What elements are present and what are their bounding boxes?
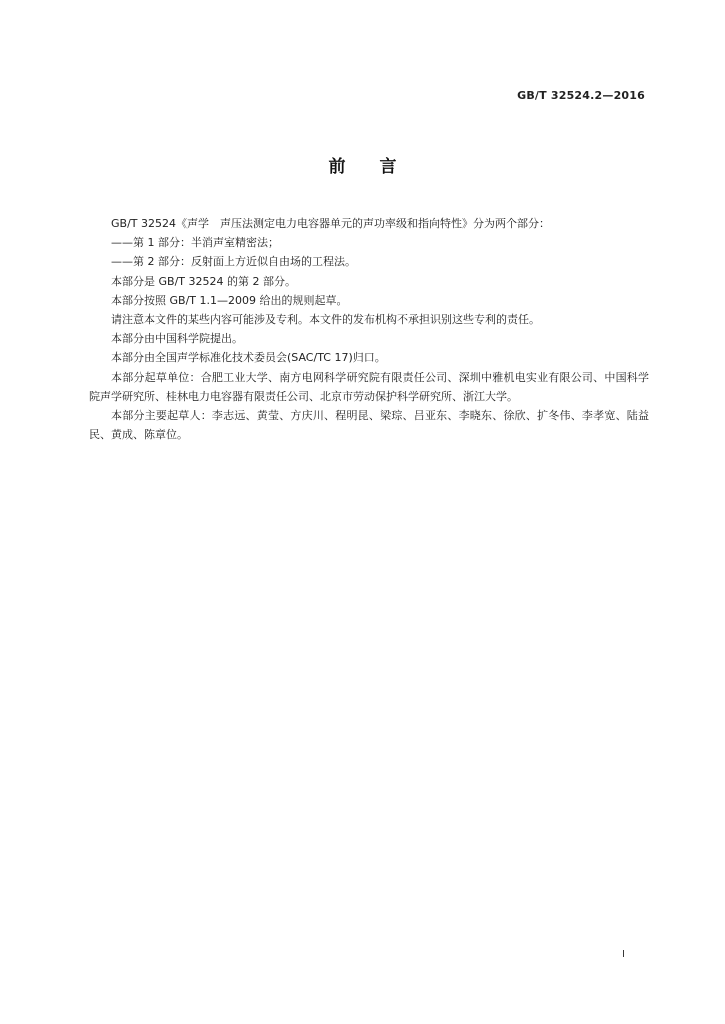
paragraph-parts-overview: GB/T 32524《声学 声压法测定电力电容器单元的声功率级和指向特性》分为两个部分： [111,217,550,230]
paragraph-administered-by: 本部分由全国声学标准化技术委员会(SAC/TC 17)归口。 [111,351,386,365]
standard-number: GB/T 32524.2—2016 [517,89,645,102]
paragraph-part-2: ——第 2 部分：反射面上方近似自由场的工程法。 [111,255,356,269]
page-title: 前言 [328,157,431,177]
paragraph-proposed-by: 本部分由中国科学院提出。 [111,332,243,346]
paragraph-part-1: ——第 1 部分：半消声室精密法； [111,236,279,250]
paragraph-drafting-rules: 本部分按照 GB/T 1.1—2009 给出的规则起草。 [111,293,348,307]
paragraph-drafters: 本部分主要起草人：李志远、黄莹、方庆川、程明昆、梁琮、吕亚东、李晓东、徐欣、扩冬伟、李孝宽、陆益民、黄成、陈章位。 [89,409,649,442]
paragraph-drafting-units: 本部分起草单位：合肥工业大学、南方电网科学研究院有限责任公司、深圳中雅机电实业有限公司、中国科学院声学研究所、桂林电力电容器有限责任公司、北京市劳动保护科学研究所、浙江大学。 [89,370,649,403]
page-number: I [622,949,625,960]
paragraph-patent-notice: 请注意本文件的某些内容可能涉及专利。本文件的发布机构不承担识别这些专利的责任。 [111,313,540,327]
paragraph-this-part: 本部分是 GB/T 32524 的第 2 部分。 [111,274,296,288]
foreword-body [89,214,649,444]
